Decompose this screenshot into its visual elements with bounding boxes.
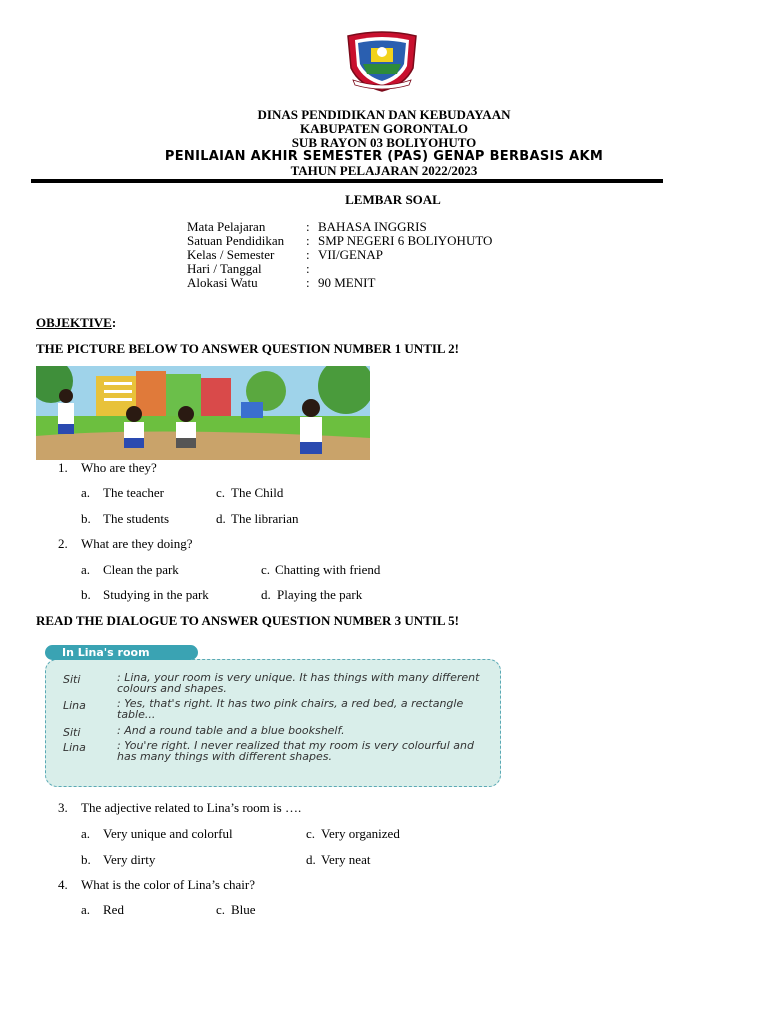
option-letter: d.: [216, 511, 226, 526]
info-colon: :: [306, 219, 310, 234]
dialogue-line: : You're right. I never realized that my room is very colourful and has many things with different shapes.: [117, 739, 474, 763]
objective-heading: [36, 315, 116, 331]
option-letter: a.: [81, 485, 91, 500]
option-letter: a.: [81, 902, 91, 917]
dialogue-title-tab: [45, 645, 198, 660]
question-3-text: The adjective related to Lina’s room is ….: [81, 800, 302, 815]
academic-year: TAHUN PELAJARAN 2022/2023: [290, 163, 478, 178]
objective-label: OBJEKTIVE: [36, 315, 112, 330]
option-text: Very organized: [321, 826, 400, 841]
question-number: 3.: [58, 800, 68, 815]
exam-title: PENILAIAN AKHIR SEMESTER (PAS) GENAP BERBASIS AKM: [164, 149, 604, 164]
info-label: Kelas / Semester: [187, 247, 275, 262]
option-text: Playing the park: [277, 587, 363, 602]
question-number: 4.: [58, 877, 68, 892]
option-letter: a.: [81, 826, 91, 841]
option-text: Blue: [231, 902, 256, 917]
option-text: The students: [103, 511, 170, 526]
dialogue-line: : And a round table and a blue bookshelf.: [117, 724, 345, 737]
option-letter: c.: [306, 826, 316, 841]
option-letter: c.: [261, 562, 271, 577]
info-value: BAHASA INGGRIS: [318, 219, 427, 234]
sheet-title: LEMBAR SOAL: [345, 192, 441, 207]
option-text: The teacher: [103, 485, 164, 500]
dialogue-speaker: Lina: [63, 699, 86, 712]
option-letter: d.: [306, 852, 316, 867]
option-text: Very neat: [321, 852, 371, 867]
section-1-instruction: THE PICTURE BELOW TO ANSWER QUESTION NUMBER 1 UNTIL 2!: [36, 341, 459, 356]
info-value: SMP NEGERI 6 BOLIYOHUTO: [318, 233, 493, 248]
question-2-text: What are they doing?: [81, 536, 193, 551]
objective-colon: :: [111, 315, 117, 330]
option-letter: c.: [216, 902, 226, 917]
header-line-3: SUB RAYON 03 BOLIYOHUTO: [291, 135, 477, 150]
option-text: Studying in the park: [103, 587, 209, 602]
option-text: The Child: [231, 485, 284, 500]
question-1-text: Who are they?: [81, 460, 157, 475]
question-4-text: What is the color of Lina’s chair?: [81, 877, 255, 892]
header-divider: [31, 179, 663, 183]
option-text: Very unique and colorful: [103, 826, 233, 841]
info-label: Satuan Pendidikan: [187, 233, 285, 248]
info-colon: :: [306, 247, 310, 262]
option-text: Clean the park: [103, 562, 179, 577]
dialogue-speaker: Siti: [63, 726, 81, 739]
question-number: 2.: [58, 536, 68, 551]
info-value: VII/GENAP: [318, 247, 383, 262]
info-label: Alokasi Watu: [187, 275, 258, 290]
dialogue-speaker: Lina: [63, 741, 86, 754]
option-letter: c.: [216, 485, 226, 500]
option-letter: b.: [81, 511, 91, 526]
option-letter: d.: [261, 587, 271, 602]
section-2-instruction: READ THE DIALOGUE TO ANSWER QUESTION NUMBER 3 UNTIL 5!: [36, 613, 459, 628]
dialogue-line: : Lina, your room is very unique. It has things with many different colours and shapes.: [117, 671, 480, 695]
students-in-park-illustration: [36, 366, 370, 460]
info-colon: :: [306, 275, 310, 290]
dialogue-speaker: Siti: [63, 673, 81, 686]
header-line-2: KABUPATEN GORONTALO: [300, 121, 468, 136]
option-letter: b.: [81, 852, 91, 867]
option-letter: a.: [81, 562, 91, 577]
option-text: Red: [103, 902, 124, 917]
dialogue-title: In Lina's room: [62, 646, 150, 659]
info-colon: :: [306, 261, 310, 276]
option-text: Very dirty: [103, 852, 156, 867]
option-letter: b.: [81, 587, 91, 602]
header-line-1: DINAS PENDIDIKAN DAN KEBUDAYAAN: [257, 107, 511, 122]
option-text: Chatting with friend: [275, 562, 381, 577]
info-label: Hari / Tanggal: [187, 261, 262, 276]
regency-crest-logo: [343, 30, 421, 92]
option-text: The librarian: [231, 511, 299, 526]
dialogue-line: : Yes, that's right. It has two pink chairs, a red bed, a rectangle table...: [117, 697, 464, 721]
info-colon: :: [306, 233, 310, 248]
info-value: 90 MENIT: [318, 275, 376, 290]
question-number: 1.: [58, 460, 68, 475]
info-label: Mata Pelajaran: [187, 219, 266, 234]
